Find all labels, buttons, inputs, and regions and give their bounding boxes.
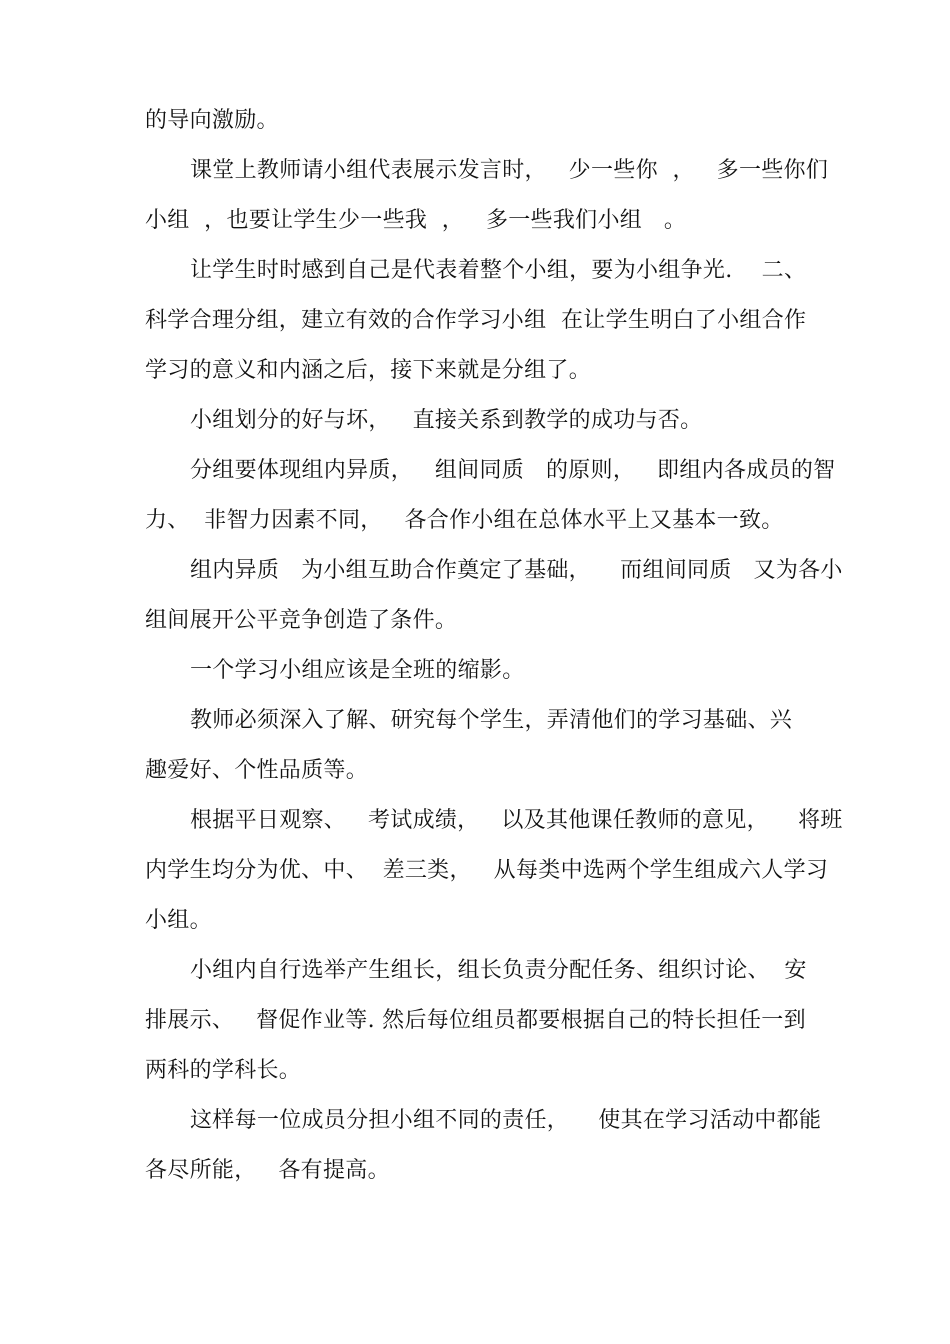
paragraph-line: 根据平日观察、 考试成绩， 以及其他课任教师的意见， 将班 [190, 808, 843, 833]
paragraph-line: 教师必须深入了解、研究每个学生，弄清他们的学习基础、兴 [190, 708, 793, 733]
paragraph-line: 让学生时时感到自己是代表着整个小组，要为小组争光. 二、 [190, 258, 807, 283]
paragraph-line: 组内异质 为小组互助合作奠定了基础， 而组间同质 又为各小 [190, 558, 843, 583]
paragraph-line: 排展示、 督促作业等. 然后每位组员都要根据自己的特长担任一到 [145, 1008, 806, 1033]
paragraph-line: 这样每一位成员分担小组不同的责任， 使其在学习活动中都能 [190, 1108, 822, 1133]
paragraph-line: 课堂上教师请小组代表展示发言时， 少一些你 ， 多一些你们 [190, 158, 829, 183]
paragraph-line: 趣爱好、个性品质等。 [145, 758, 369, 783]
paragraph-line: 小组内自行选举产生组长，组长负责分配任务、组织讨论、 安 [190, 958, 807, 983]
paragraph-line: 各尽所能， 各有提高。 [145, 1158, 390, 1183]
paragraph-line: 组间展开公平竞争创造了条件。 [145, 608, 458, 633]
paragraph-line: 的导向激励。 [145, 108, 279, 133]
paragraph-line: 内学生均分为优、中、 差三类， 从每类中选两个学生组成六人学习 [145, 858, 829, 883]
paragraph-line: 力、 非智力因素不同， 各合作小组在总体水平上又基本一致。 [145, 508, 784, 533]
paragraph-line: 小组划分的好与坏， 直接关系到教学的成功与否。 [190, 408, 703, 433]
paragraph-line: 小组 ，也要让学生少一些我 ， 多一些我们小组 。 [145, 208, 687, 233]
paragraph-line: 学习的意义和内涵之后，接下来就是分组了。 [145, 358, 592, 383]
paragraph-line: 小组。 [145, 908, 212, 933]
paragraph-line: 科学合理分组，建立有效的合作学习小组 在让学生明白了小组合作 [145, 308, 807, 333]
paragraph-line: 一个学习小组应该是全班的缩影。 [190, 658, 525, 683]
paragraph-line: 分组要体现组内异质， 组间同质 的原则， 即组内各成员的智 [190, 458, 836, 483]
paragraph-line: 两科的学科长。 [145, 1058, 302, 1083]
